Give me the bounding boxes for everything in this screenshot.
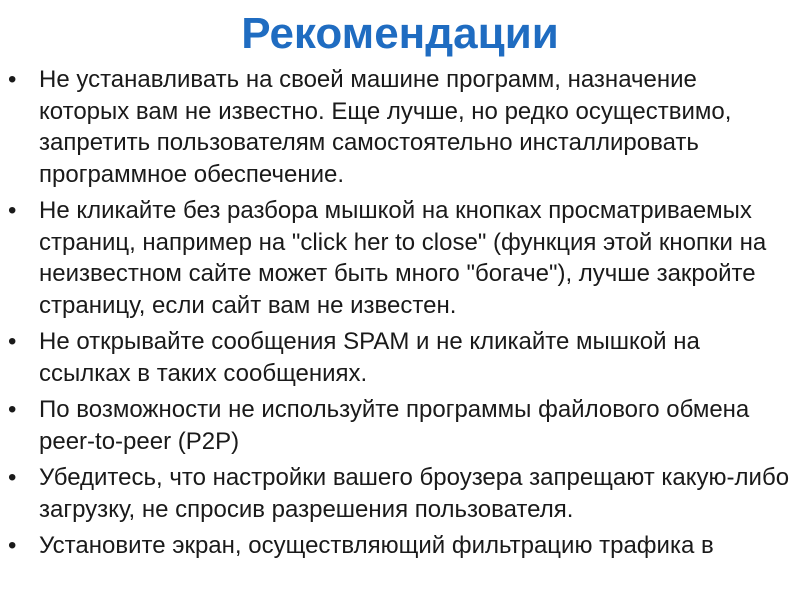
list-item-text: Не устанавливать на своей машине программ, назначение которых вам не известно. Еще лучше, но редко осуществимо, запретить пользователям самостоятельно инсталлировать программное обеспечение. [39,66,732,188]
list-item-text: По возможности не используйте программы файлового обмена peer-to-peer (P2P) [39,396,750,455]
list-item-text: Не кликайте без разбора мышкой на кнопках просматриваемых страниц, например на "click her to close" (функция этой кнопки на неизвестном сайте может быть много "богаче"), лучше закройте страницу, если сайт вам не известен. [39,197,767,319]
bullet-icon: • [8,464,17,491]
bullet-icon: • [8,197,17,224]
bullet-icon: • [8,532,17,559]
list-item [0,195,800,321]
bullet-list [0,64,800,567]
list-item [0,394,800,457]
list-item [0,462,800,525]
list-item-text: Не открывайте сообщения SPAM и не кликайте мышкой на ссылках в таких сообщениях. [39,328,700,387]
list-item [0,326,800,389]
bullet-icon: • [8,328,17,355]
list-item-text: Установите экран, осуществляющий фильтрацию трафика в [39,532,714,559]
slide-title: Рекомендации [241,9,559,58]
bullet-icon: • [8,66,17,93]
list-item [0,64,800,190]
list-item-text: Убедитесь, что настройки вашего броузера запрещают какую-либо загрузку, не спросив разрешения пользователя. [39,464,790,523]
list-item [0,530,800,562]
bullet-icon: • [8,396,17,423]
